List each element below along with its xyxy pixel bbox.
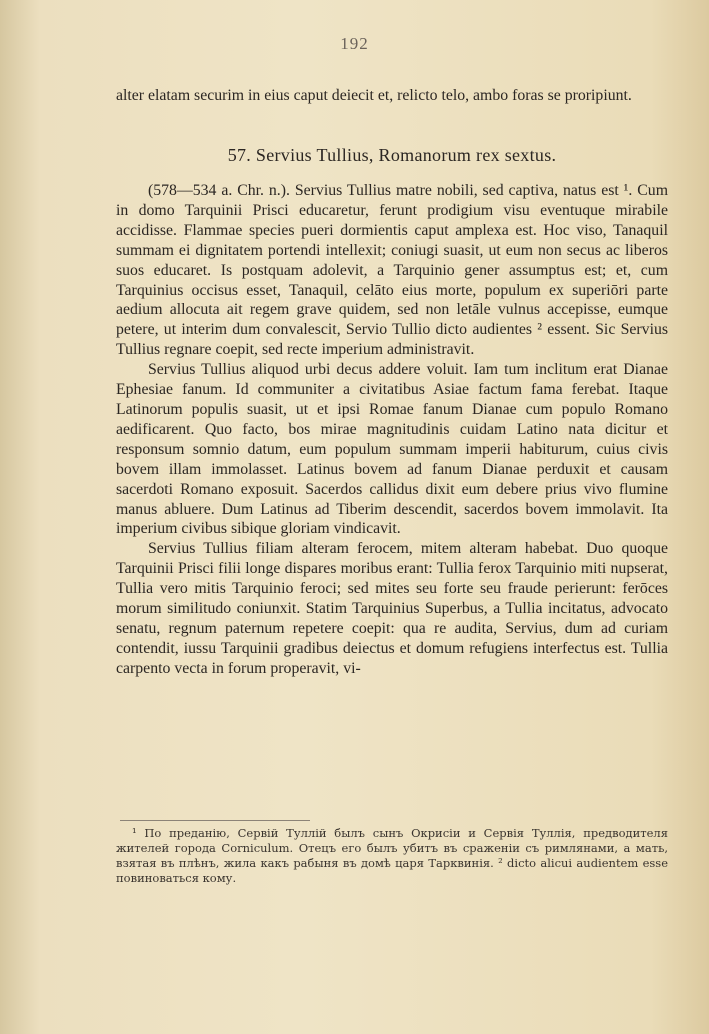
continued-paragraph bbox=[116, 86, 668, 106]
section-heading: 57. Servius Tullius, Romanorum rex sextus. bbox=[227, 145, 557, 165]
paragraph-2: Servius Tullius aliquod urbi decus addere voluit. Iam tum inclitum erat Dianae Ephesiae fanum. Id communiter a civitatibus Asiae factum fama ferebat. Itaque Latinorum populis suasit, ut et ipsi Romae fanum Dianae cum populo Romano aedificarent. Quo facto, bos mirae magnitudinis cuidam Latino nata dicitur et responsum somnio datum, eum populum summam imperii habiturum, cuius civis bovem illam immolasset. Latinus bovem ad fanum Dianae perduxit et causam sacerdoti Romano exposuit. Sacerdos callidus dixit eum debere prius vivo flumine manus abluere. Dum Latinus ad Tiberim descendit, sacerdos bovem immolavit. Ita imperium civibus sibique gloriam vindicavit. bbox=[116, 361, 668, 538]
footnotes bbox=[116, 826, 668, 886]
paragraph-3: Servius Tullius filiam alteram ferocem, mitem alteram habebat. Duo quoque Tarquinii Prisci filii longe dispares moribus erant: Tullia ferox Tarquinio miti nupserat, Tullia vero mitis Tarquinio feroci; sed mites seu forte seu fraude perierunt: ferōces morum similitudo coniunxit. Statim Tarquinius Superbus, a Tullia incitatus, advocato senatu, regnum paternum repetere coepit: qua re audita, Servius, dum ad curiam contendit, iussu Tarquinii gradibus deiectus et domum refugiens interfectus est. Tullia carpento vecta in forum properavit, vi- bbox=[116, 540, 668, 677]
main-text bbox=[116, 181, 668, 679]
paragraph-text: alter elatam securim in eius caput deiecit et, relicto telo, ambo foras se proripiunt. bbox=[116, 87, 632, 104]
page-number: 192 bbox=[340, 34, 369, 53]
footnote-divider bbox=[120, 820, 310, 821]
footnote-text: ¹ По преданію, Сервій Туллій былъ сынъ Окрисіи и Сервія Туллія, предводителя жителей города Corniculum. Отецъ его былъ убитъ въ сраженіи съ римлянами, а мать, взятая въ плѣнъ, жила какъ рабыня въ домѣ царя Тарквинія. ² dicto alicui audientem esse повиноваться кому. bbox=[116, 826, 668, 885]
paragraph-1: (578—534 a. Chr. n.). Servius Tullius matre nobili, sed captiva, natus est ¹. Cum in domo Tarquinii Prisci educaretur, ferunt prodigium visu eventuque mirabile accidisse. Flammae species pueri dormientis caput amplexa est. Hoc viso, Tanaquil summam ei dignitatem portendi intellexit; coniugi suasit, ut eum non secus ac liberos suos educaret. Is postquam adolevit, a Tarquinio gener assumptus est; et, cum Tarquinius occisus esset, Tanaquil, celāto eius morte, populum ex superiōri parte aedium allocuta ait regem grave quidem, sed non letāle vulnus accepisse, eumque petere, ut interim dum convalescit, Servio Tullio dicto audientes ² essent. Sic Servius Tullius regnare coepit, sed recte imperium administravit. bbox=[116, 182, 668, 359]
